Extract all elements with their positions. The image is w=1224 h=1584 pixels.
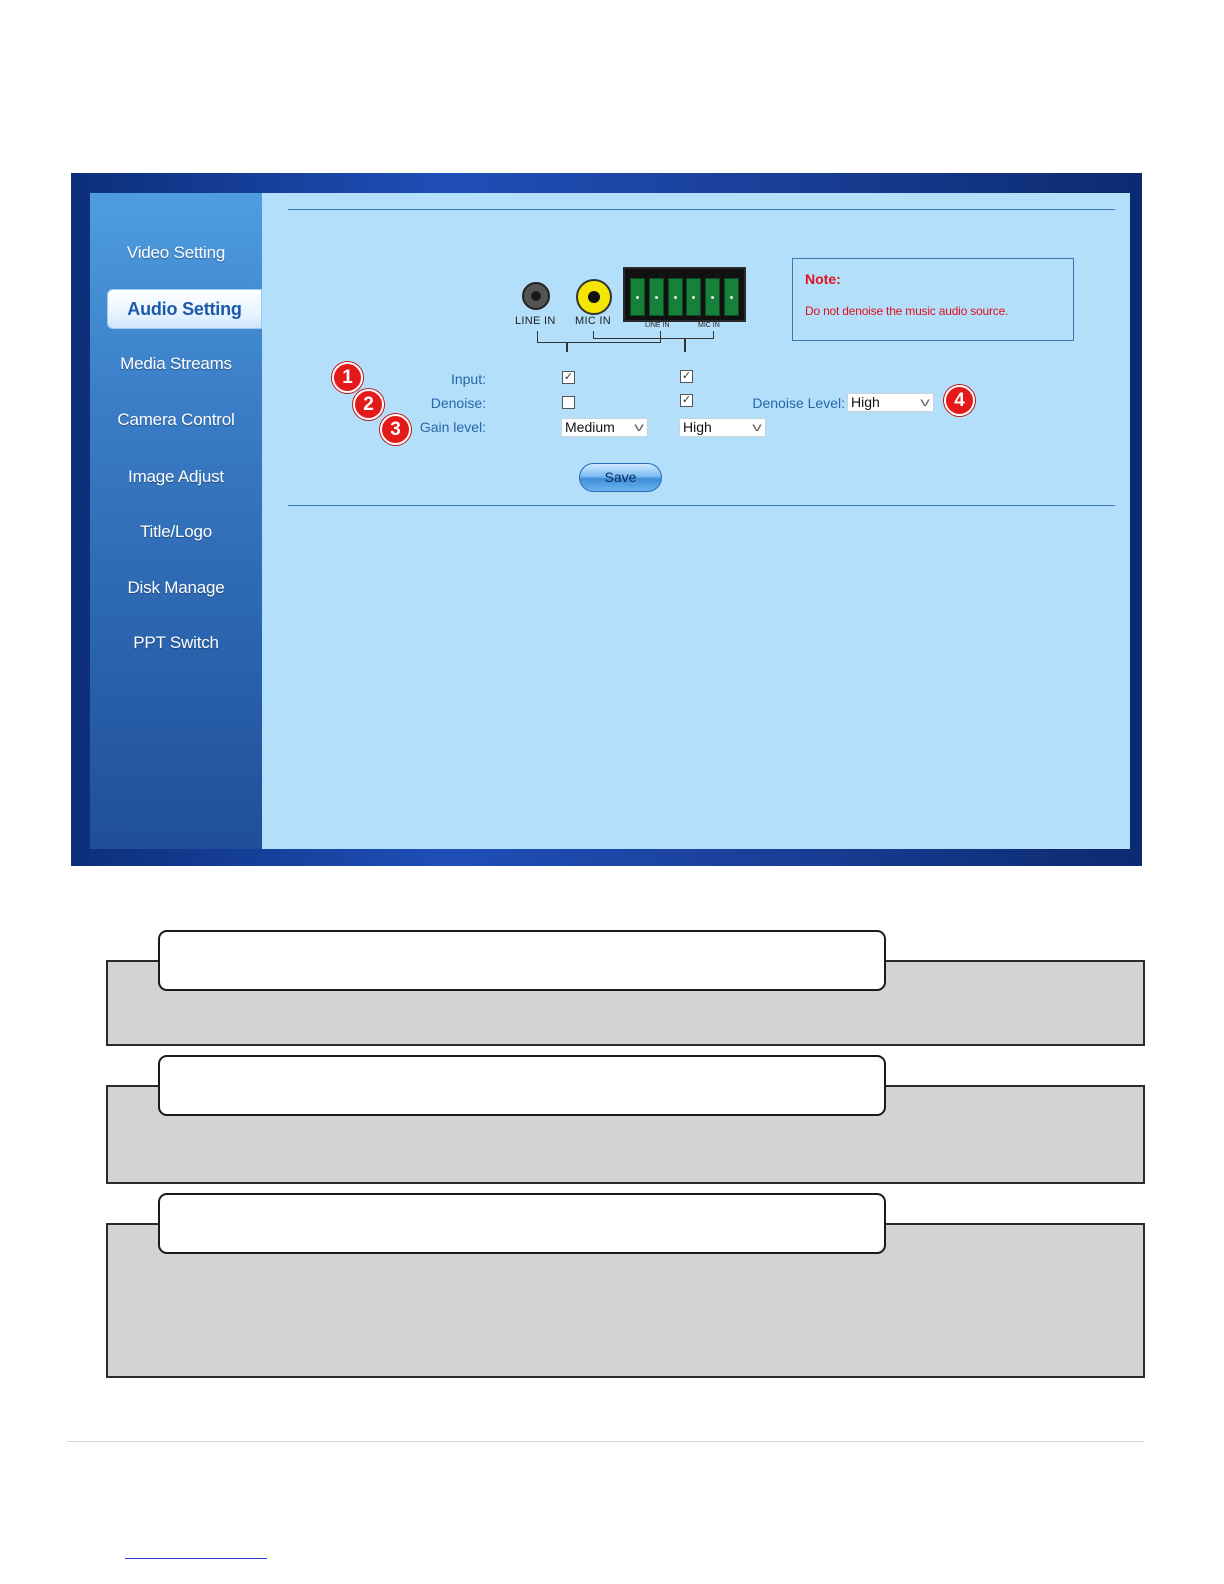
save-button[interactable]: Save bbox=[579, 463, 662, 492]
denoise-level-value: High bbox=[851, 394, 880, 410]
sidebar-nav bbox=[90, 193, 262, 849]
line-in-input-checkbox[interactable]: ✓ bbox=[563, 371, 574, 383]
mic-in-bracket bbox=[593, 331, 714, 339]
input-label: Input: bbox=[450, 371, 486, 387]
terminal-pin bbox=[686, 278, 701, 316]
description-header-1 bbox=[158, 930, 886, 991]
sidebar-item-image-adjust[interactable]: Image Adjust bbox=[128, 467, 224, 486]
line-in-denoise-checkbox[interactable] bbox=[562, 396, 575, 409]
sidebar-item-disk-manage[interactable]: Disk Manage bbox=[127, 578, 225, 597]
bottom-divider bbox=[288, 505, 1115, 506]
terminal-pin bbox=[649, 278, 664, 316]
mic-in-jack-icon bbox=[576, 279, 612, 315]
mic-in-gain-select[interactable] bbox=[679, 418, 766, 437]
callout-badge-1: 1 bbox=[332, 362, 363, 393]
terminal-pin bbox=[668, 278, 683, 316]
sidebar-item-title-logo[interactable]: Title/Logo bbox=[139, 522, 213, 541]
footer-divider bbox=[67, 1441, 1144, 1442]
sidebar-item-media-streams[interactable]: Media Streams bbox=[120, 354, 232, 373]
top-divider bbox=[288, 209, 1115, 210]
footer-link-underline bbox=[125, 1558, 267, 1559]
gain-level-label: Gain level: bbox=[419, 419, 486, 435]
description-header-3 bbox=[158, 1193, 886, 1254]
terminal-block-icon bbox=[623, 267, 746, 322]
description-header-2 bbox=[158, 1055, 886, 1116]
note-box bbox=[792, 258, 1074, 341]
sidebar-item-audio-setting[interactable]: Audio Setting bbox=[107, 289, 262, 329]
note-title: Note: bbox=[805, 271, 841, 287]
callout-badge-4: 4 bbox=[944, 385, 975, 416]
line-in-jack-label: LINE IN bbox=[515, 315, 556, 327]
line-in-gain-select[interactable] bbox=[561, 418, 648, 437]
terminal-pin bbox=[630, 278, 645, 316]
chevron-down-icon: v bbox=[752, 420, 762, 434]
chevron-down-icon: v bbox=[634, 420, 644, 434]
mic-in-input-checkbox[interactable]: ✓ bbox=[681, 370, 692, 382]
sidebar-item-ppt-switch[interactable]: PPT Switch bbox=[133, 633, 219, 652]
denoise-level-select[interactable] bbox=[847, 393, 934, 412]
sidebar-item-video-setting[interactable]: Video Setting bbox=[126, 243, 226, 262]
mic-in-stem bbox=[684, 338, 686, 352]
line-in-gain-value: Medium bbox=[565, 419, 615, 435]
line-in-jack-icon bbox=[522, 282, 550, 310]
callout-badge-2: 2 bbox=[353, 389, 384, 420]
chevron-down-icon: v bbox=[920, 395, 930, 409]
note-text: Do not denoise the music audio source. bbox=[805, 304, 1009, 318]
mic-in-gain-value: High bbox=[683, 419, 712, 435]
denoise-level-label: Denoise Level: bbox=[752, 395, 845, 411]
terminal-mic-in-label: MIC IN bbox=[698, 322, 720, 329]
terminal-pin bbox=[705, 278, 720, 316]
callout-badge-3: 3 bbox=[380, 414, 411, 445]
line-in-stem bbox=[566, 342, 568, 352]
sidebar-item-camera-control[interactable]: Camera Control bbox=[117, 410, 235, 429]
terminal-line-in-label: LINE IN bbox=[645, 322, 670, 329]
mic-in-jack-label: MIC IN bbox=[575, 315, 612, 327]
terminal-pin bbox=[724, 278, 739, 316]
mic-in-denoise-checkbox[interactable]: ✓ bbox=[681, 394, 692, 406]
denoise-label: Denoise: bbox=[430, 395, 486, 411]
